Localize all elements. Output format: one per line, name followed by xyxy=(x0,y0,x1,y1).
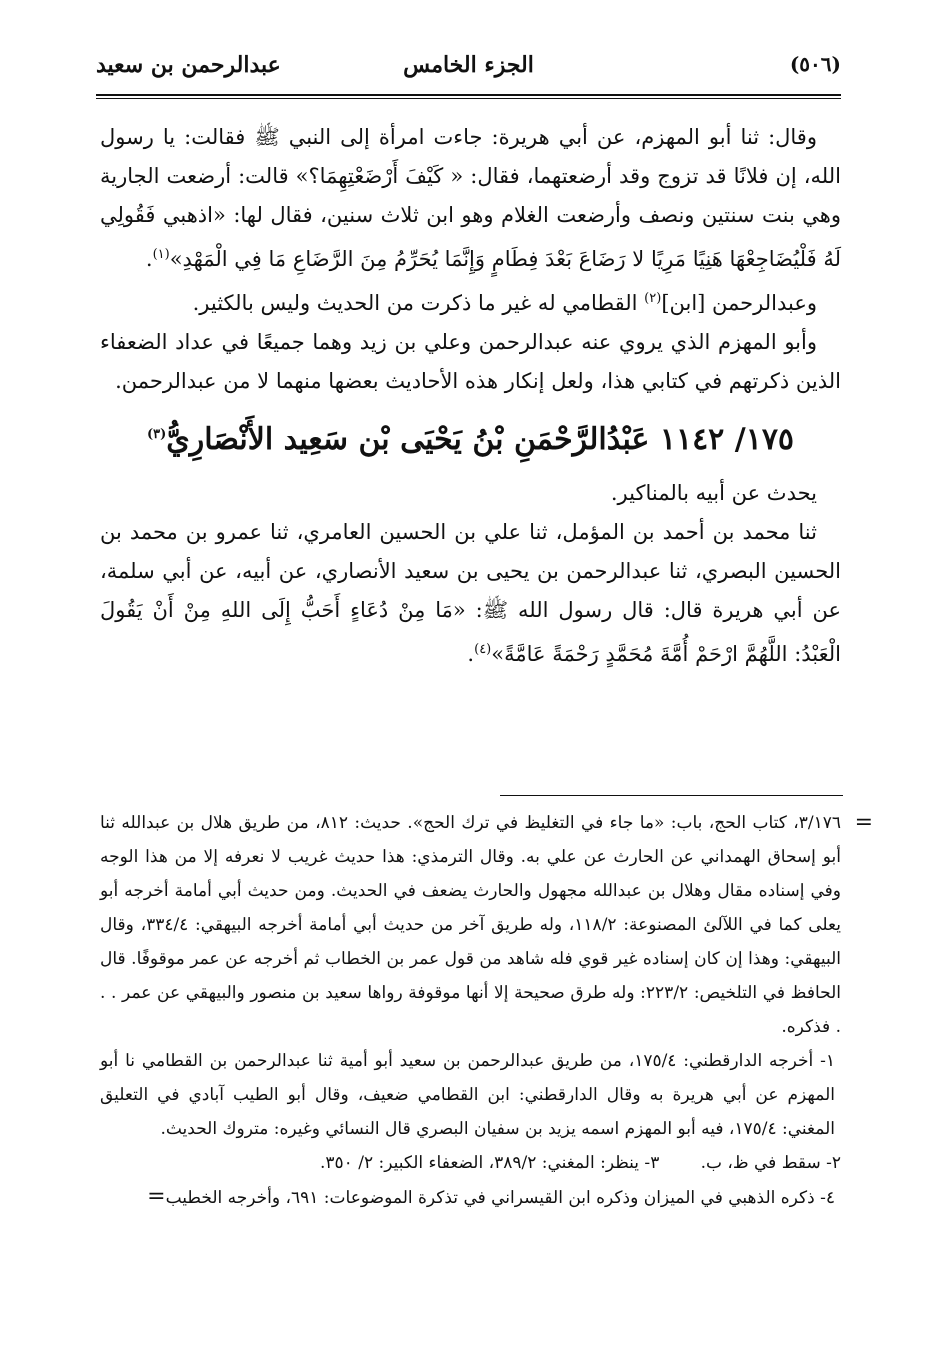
header-rule-thin xyxy=(96,98,841,99)
footnote-row xyxy=(100,1146,841,1180)
running-title: عبدالرحمن بن سعيد xyxy=(96,52,281,78)
footnotes xyxy=(100,806,873,1215)
header-rule xyxy=(96,94,841,96)
footnote-4-text: ٤- ذكره الذهبي في الميزان وذكره ابن القيسراني في تذكرة الموضوعات: ٦٩١، وأخرجه الخطيب xyxy=(165,1188,835,1208)
footnote-3: ٣- ينظر: المغني: ٣٨٩/٢، الضعفاء الكبير: ٢/ ٣٥٠. xyxy=(320,1153,660,1173)
entry-title xyxy=(100,411,841,464)
footnote-ref-4: (٤) xyxy=(474,642,492,657)
footnote-ref-3: (٣) xyxy=(146,427,167,442)
footnote-continued: ٣/١٧٦، كتاب الحج، باب: «ما جاء في التغليظ في ترك الحج». حديث: ٨١٢، من طريق هلال بن عبدالله ثنا أبو إسحاق الهمداني عن الحارث عن علي به. وقال الترمذي: هذا حديث غريب لا نعرفه إلا من هذا الوجه وفي إسناده مقال وهلال بن عبدالله مجهول والحارث يضعف في الحديث. ومن حديث أبي أمامة أخرجه أبو يعلى كما في اللآلئ المصنوعة: ١١٨/٢، وله طريق آخر من حديث أبي أمامة أخرجه البيهقي: ٣٣٤/٤، وقال البيهقي: وهذا إن كان إسناده غير قوي فله شاهد من قول عمر بن الخطاب ثم أخرجه عن عمر موقوفًا. قال الحافظ في التلخيص: ٢٢٣/٢: وله طرق صحيحة إلا أنها موقوفة رواها سعيد بن منصور والبيهقي عن عمر . . . فذكره. xyxy=(100,813,841,1037)
paragraph-description: يحدث عن أبيه بالمناكير. xyxy=(610,481,817,505)
paragraph-hadith-1: وقال: ثنا أبو المهزم، عن أبي هريرة: جاءت امرأة إلى النبي ﷺ فقالت: يا رسول الله، إن فلانًا قد تزوج وقد أرضعتهما، فقال: « كَيْفَ أَرْضَعْتِهِمَا؟» قالت: أرضعت الجارية وهي بنت سنتين ونصف وأرضعت الغلام وهو ابن ثلاث سنين، فقال لها: «اذهبي فَقُولِي لَهُ فَلْيُضَاجِعْهَا هَنِيًا مَرِيًا لا رَضَاعَ بَعْدَ فِطَامٍ وَإِنَّمَا يُحَرِّمُ مِنَ الرَّضَاعِ مَا فِي الْمَهْدِ»$^{(١)}$. xyxy=(100,125,841,271)
footnote-2: ٢- سقط في ظ، ب. xyxy=(700,1153,841,1173)
continuation-mark: = xyxy=(854,810,873,835)
footnote-ref-2: (٢) xyxy=(644,291,662,306)
paragraph-text: وعبدالرحمن [ابن] xyxy=(661,291,817,315)
entry-title-text: ١٧٥/ ١١٤٢ عَبْدُالرَّحْمَنِ بْنُ يَحْيَى بْن سَعِيد الأَنْصَارِيُّ xyxy=(166,422,795,457)
paragraph-abu-muhazzim: وأبو المهزم الذي يروي عنه عبدالرحمن وعلي بن زيد وهما جميعًا في عداد الضعفاء الذين ذكرتهم في كتابي هذا، ولعل إنكار هذه الأحاديث بعضها منهما لا من عبدالرحمن. xyxy=(100,330,841,393)
page-number: (٥٠٦) xyxy=(789,52,841,76)
volume-title: الجزء الخامس xyxy=(403,52,534,78)
paragraph-text: ثنا محمد بن أحمد بن المؤمل، ثنا علي بن الحسين العامري، ثنا عمرو بن محمد بن الحسين البصري، ثنا عبدالرحمن بن يحيى بن سعيد الأنصاري، عن أبيه، عن أبي سلمة، عن أبي هريرة قال: قال رسول الله ﷺ: «مَا مِنْ دُعَاءٍ أَحَبُّ إِلَى اللهِ مِنْ أَنْ يَقُولَ الْعَبْدُ: اللَّهُمَّ ارْحَمْ أُمَّةَ مُحَمَّدٍ رَحْمَةً عَامَّةً» xyxy=(100,520,841,666)
page-header xyxy=(96,48,841,88)
paragraph-text: القطامي له غير ما ذكرت من الحديث وليس بالكثير. xyxy=(192,291,645,315)
paragraph-hadith-2: ثنا محمد بن أحمد بن المؤمل، ثنا علي بن الحسين العامري، ثنا عمرو بن محمد بن الحسين البصري، ثنا عبدالرحمن بن يحيى بن سعيد الأنصاري، عن أبيه، عن أبي سلمة، عن أبي هريرة قال: قال رسول الله ﷺ: «مَا مِنْ دُعَاءٍ أَحَبُّ إِلَى اللهِ مِنْ أَنْ يَقُولَ الْعَبْدُ: اللَّهُمَّ ارْحَمْ أُمَّةَ مُحَمَّدٍ رَحْمَةً عَامَّةً»$^{(٤)}$. xyxy=(100,520,841,666)
footnote-4 xyxy=(100,1180,841,1215)
paragraph-text: وقال: ثنا أبو المهزم، عن أبي هريرة: جاءت امرأة إلى النبي ﷺ فقالت: يا رسول الله، إن فلانًا قد تزوج وقد أرضعتهما، فقال: « كَيْفَ أَرْضَعْتِهِمَا؟» قالت: أرضعت الجارية وهي بنت سنتين ونصف وأرضعت الغلام وهو ابن ثلاث سنين، فقال لها: «اذهبي فَقُولِي لَهُ فَلْيُضَاجِعْهَا هَنِيًا مَرِيًا لا رَضَاعَ بَعْدَ فِطَامٍ وَإِنَّمَا يُحَرِّمُ مِنَ الرَّضَاعِ مَا فِي الْمَهْدِ» xyxy=(100,125,841,271)
footnote-ref-1: (١) xyxy=(152,247,170,262)
footnote-1: ١- أخرجه الدارقطني: ١٧٥/٤، من طريق عبدالرحمن بن سعيد أبو أمية ثنا عبدالرحمن بن القطامي نا أبو المهزم عن أبي هريرة به وقال الدارقطني: ابن القطامي ضعيف، وقال أبو الطيب آبادي في التعليق المغني: ١٧٥/٤، فيه أبو المهزم اسمه يزيد بن سفيان البصري قال النسائي وغيره: متروك الحديث. xyxy=(100,1051,835,1139)
main-text xyxy=(100,118,841,674)
footnote-divider xyxy=(500,795,843,796)
continuation-mark-end: = xyxy=(147,1184,166,1209)
paragraph-note xyxy=(100,279,841,323)
